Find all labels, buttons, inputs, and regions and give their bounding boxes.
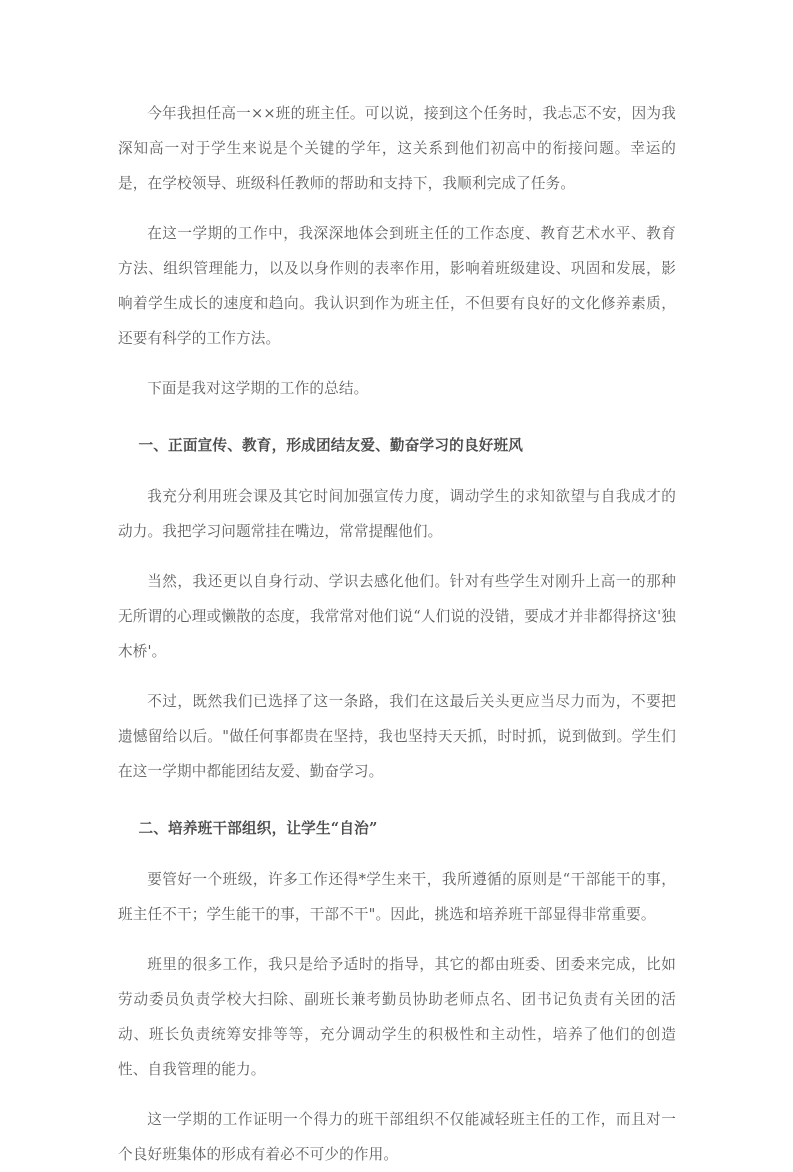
- paragraph-section-two-b: 班里的很多工作，我只是给予适时的指导，其它的都由班委、团委来完成，比如劳动委员负责学校大扫除、副班长兼考勤员协助老师点名、团书记负责有关团的活动、班长负责统筹安排等等，充分调动学生的积极性和主动性，培养了他们的创造性、自我管理的能力。: [118, 956, 676, 1078]
- heading-section-two: 二、培养班干部组织，让学生“自治”: [138, 820, 378, 837]
- document-text-column: [118, 96, 676, 1172]
- paragraph-section-two-a: 要管好一个班级，许多工作还得*学生来干，我所遵循的原则是“干部能干的事，班主任不干；学生能干的事，干部不干"。因此，挑选和培养班干部显得非常重要。: [118, 871, 676, 923]
- paragraph-section-one-a: 我充分利用班会课及其它时间加强宣传力度，调动学生的求知欲望与自我成才的动力。我把学习问题常挂在嘴边，常常提醒他们。: [118, 488, 676, 540]
- paragraph-section-one-b: 当然，我还更以自身行动、学识去感化他们。针对有些学生对刚升上高一的那种无所谓的心理或懒散的态度，我常常对他们说“人们说的没错，要成才并非都得挤这'独木桥'。: [118, 573, 676, 660]
- paragraph-intro: 今年我担任高一××班的班主任。可以说，接到这个任务时，我忐忑不安，因为我深知高一对于学生来说是个关键的学年，这关系到他们初高中的衔接问题。幸运的是，在学校领导、班级科任教师的帮助和支持下，我顺利完成了任务。: [118, 105, 676, 192]
- paragraph-reflection: 在这一学期的工作中，我深深地体会到班主任的工作态度、教育艺术水平、教育方法、组织管理能力，以及以身作则的表率作用，影响着班级建设、巩固和发展，影响着学生成长的速度和趋向。我认识到作为班主任，不但要有良好的文化修养素质，还要有科学的工作方法。: [118, 225, 676, 347]
- heading-section-one: 一、正面宣传、教育，形成团结友爱、勤奋学习的良好班风: [138, 437, 524, 454]
- paragraph-lead-in: 下面是我对这学期的工作的总结。: [147, 380, 369, 397]
- paragraph-section-two-c: 这一学期的工作证明一个得力的班干部组织不仅能减轻班主任的工作，而且对一个良好班集体的形成有着必不可少的作用。: [118, 1111, 676, 1163]
- paragraph-section-one-c: 不过，既然我们已选择了这一条路，我们在这最后关头更应当尽力而为，不要把遗憾留给以后。"做任何事都贵在坚持，我也坚持天天抓，时时抓，说到做到。学生们在这一学期中都能团结友爱、勤奋学习。: [118, 693, 676, 780]
